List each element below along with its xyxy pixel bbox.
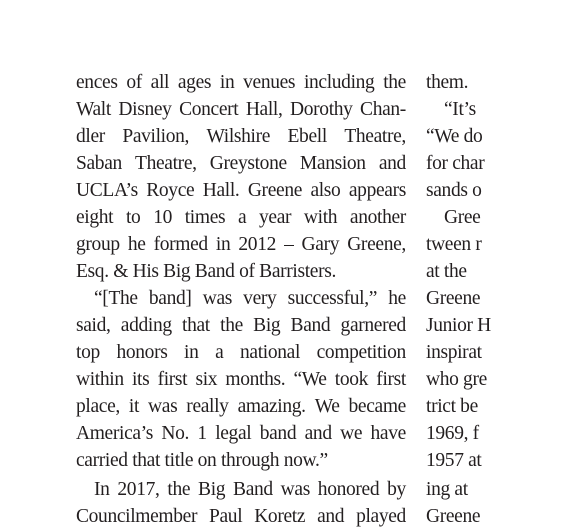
- paragraph-first-line: Gree: [444, 207, 481, 228]
- text-line: Walt Disney Concert Hall, Dorothy Chan-: [76, 99, 406, 120]
- text-line: top honors in a national competition: [76, 342, 406, 363]
- text-line: UCLA’s Royce Hall. Greene also appears: [76, 180, 406, 201]
- text-line: for char: [426, 153, 485, 174]
- text-line: group he formed in 2012 – Gary Greene,: [76, 234, 406, 255]
- text-line: sands o: [426, 180, 482, 201]
- text-line: ing at: [426, 479, 468, 500]
- text-line: tween r: [426, 234, 482, 255]
- paragraph-first-line: “It’s: [444, 99, 476, 120]
- text-line: ences of all ages in venues including the: [76, 72, 406, 93]
- text-line: Junior H: [426, 315, 491, 336]
- text-line: at the: [426, 261, 467, 282]
- text-line: Esq. & His Big Band of Barristers.: [76, 261, 336, 282]
- text-line: dler Pavilion, Wilshire Ebell Theatre,: [76, 126, 406, 147]
- text-line: carried that title on through now.”: [76, 450, 328, 471]
- text-line: within its first six months. “We took first: [76, 369, 406, 390]
- text-line: place, it was really amazing. We became: [76, 396, 406, 417]
- text-line: Greene: [426, 288, 481, 309]
- text-line: 1969, f: [426, 423, 479, 444]
- text-line: them.: [426, 72, 469, 93]
- text-line: Councilmember Paul Koretz and played: [76, 506, 406, 527]
- paragraph-first-line: “[The band] was very successful,” he: [94, 288, 406, 309]
- text-line: inspirat: [426, 342, 482, 363]
- text-line: said, adding that the Big Band garnered: [76, 315, 406, 336]
- text-line: Greene: [426, 506, 481, 527]
- text-line: America’s No. 1 legal band and we have: [76, 423, 406, 444]
- paragraph-first-line: In 2017, the Big Band was honored by: [94, 479, 406, 500]
- text-line: Saban Theatre, Greystone Mansion and: [76, 153, 406, 174]
- text-line: 1957 at: [426, 450, 482, 471]
- text-line: who gre: [426, 369, 487, 390]
- text-line: trict be: [426, 396, 478, 417]
- text-line: eight to 10 times a year with another: [76, 207, 406, 228]
- text-line: “We do: [426, 126, 483, 147]
